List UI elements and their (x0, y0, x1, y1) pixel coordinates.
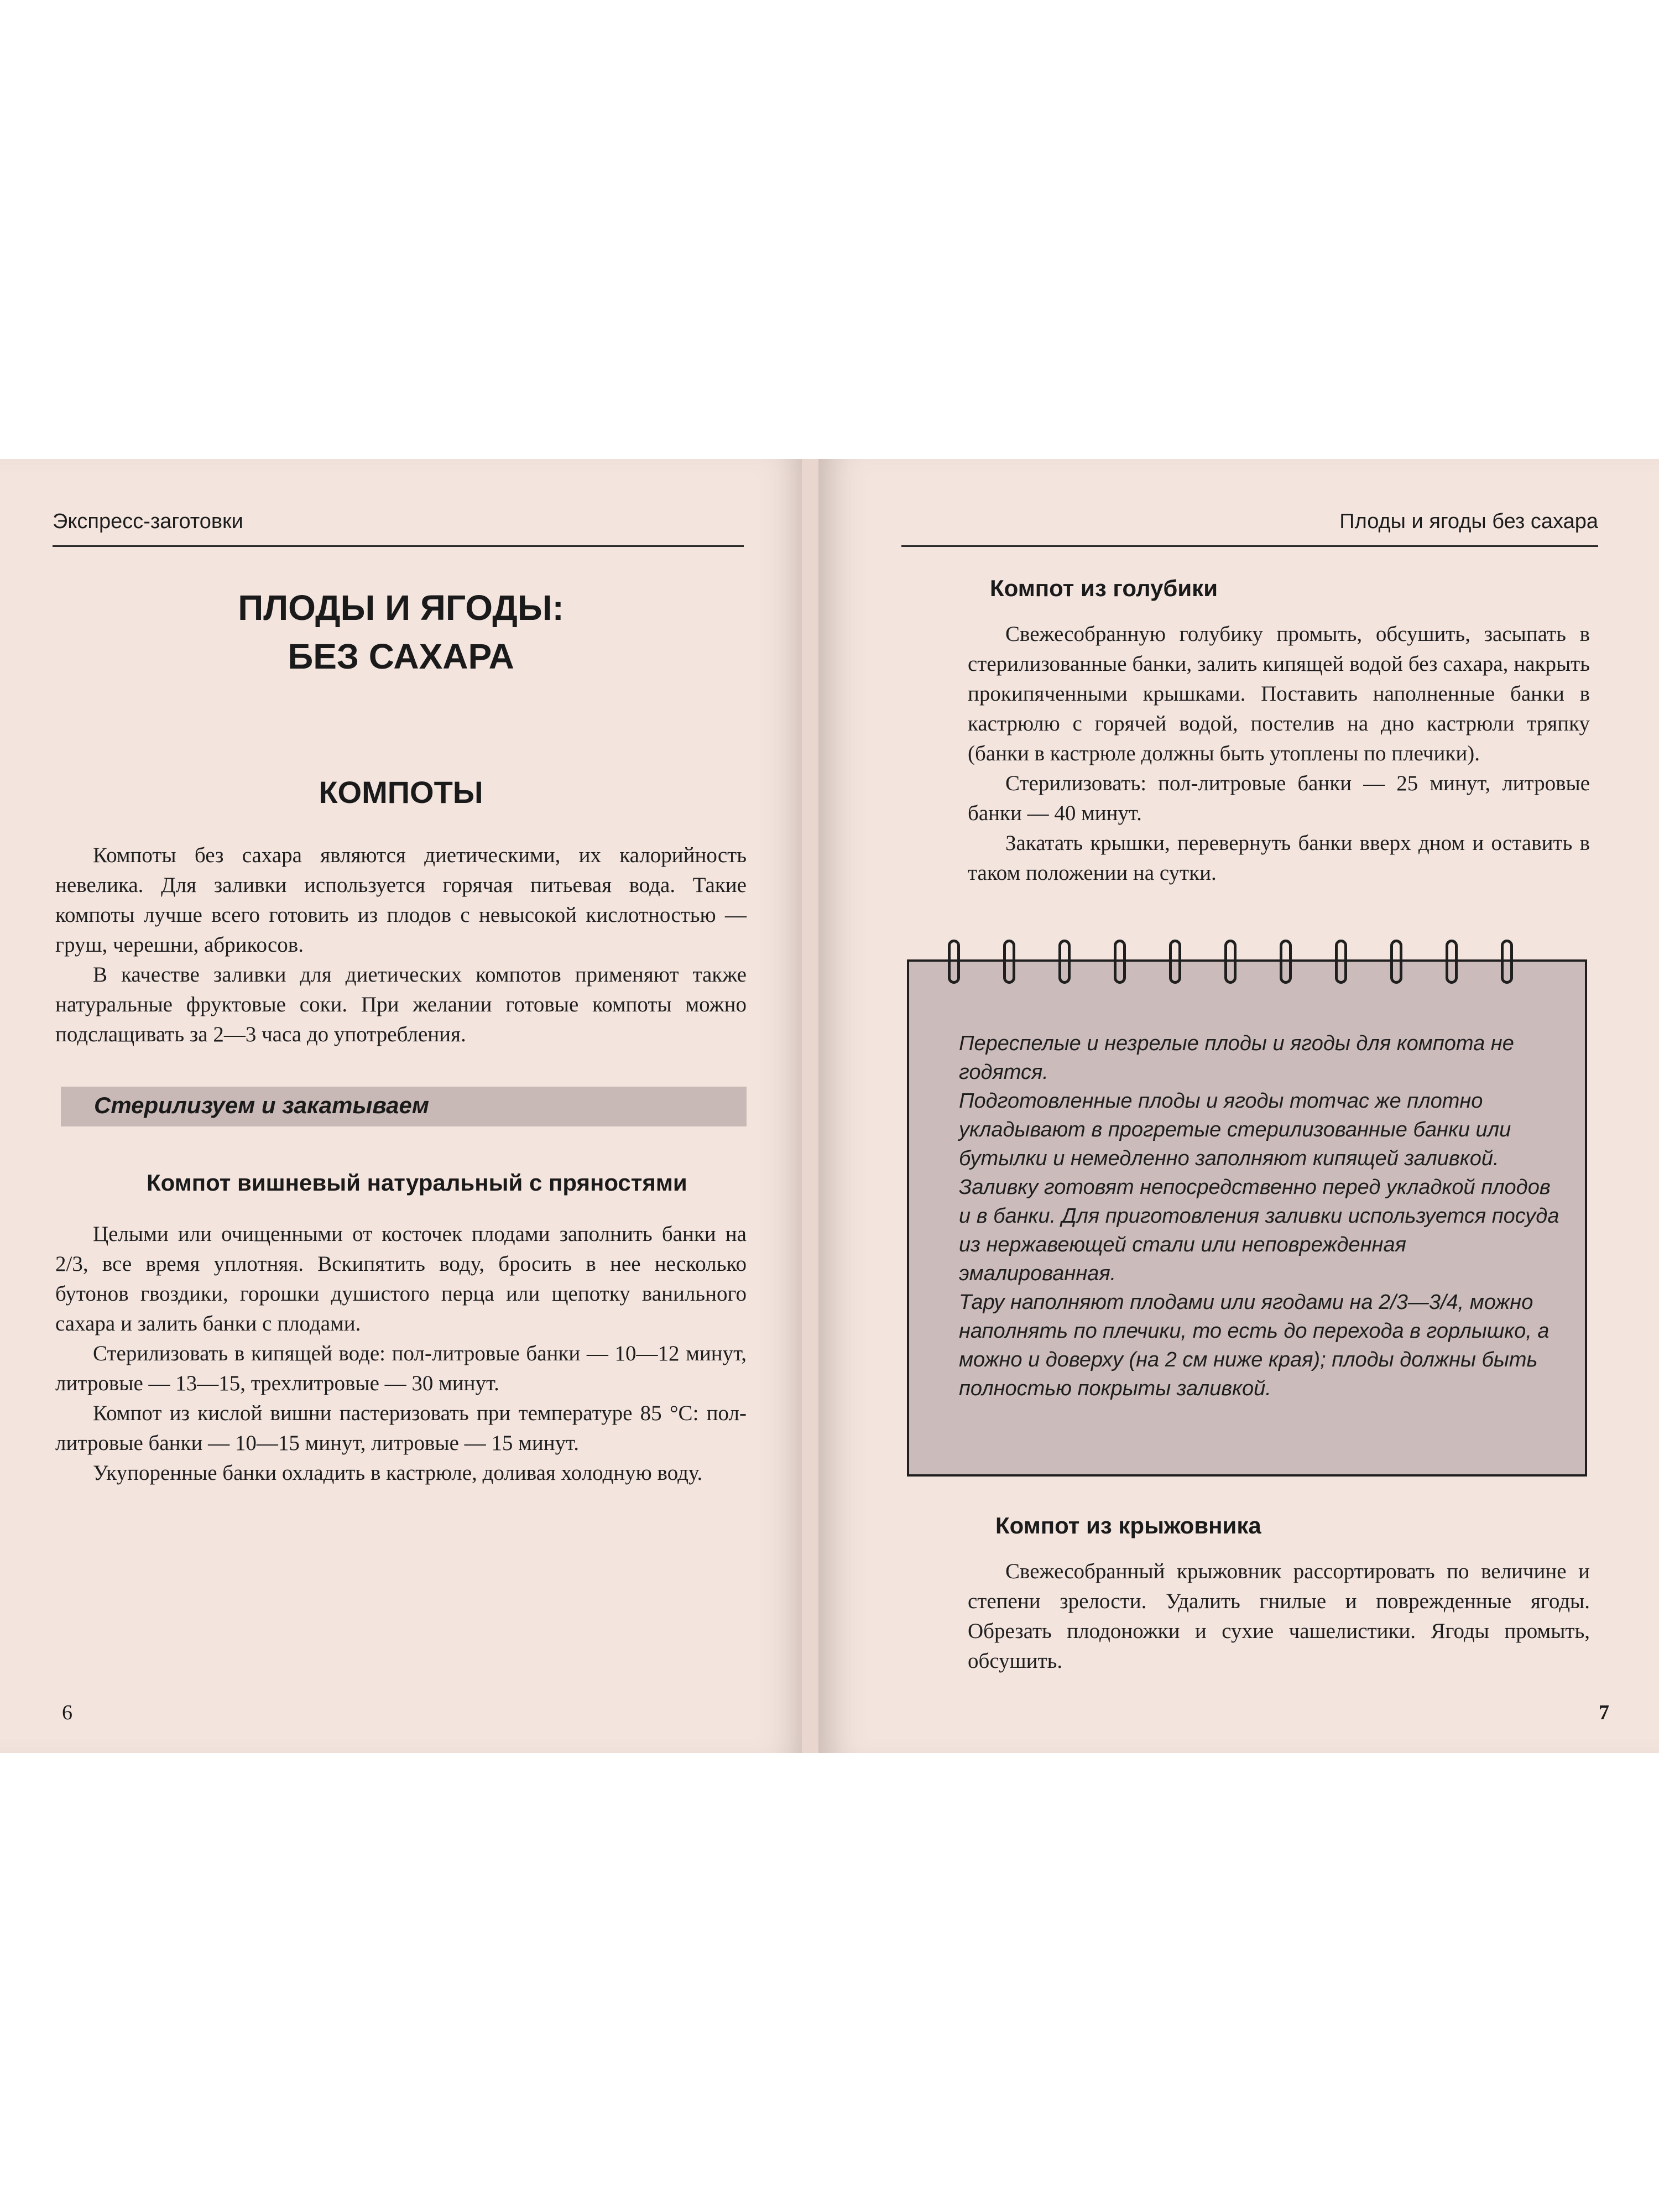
spiral-ring (1169, 940, 1181, 984)
subhead-label: Стерилизуем и закатываем (94, 1092, 429, 1118)
running-head-right: Плоды и ягоды без сахара (1339, 510, 1598, 533)
chapter-title (61, 583, 741, 681)
spiral-ring (1280, 940, 1292, 984)
spiral-ring (1224, 940, 1237, 984)
recipe-paragraph: Свежесобранную голубику промыть, обсушить, засыпать в стерилизованные банки, залить кипящей водой без сахара, накрыть прокипяченными крышками. Поставить наполненные банки в кастрюлю с горячей водой, постелив на дно кастрюли тряпку (банки в кастрюле должны быть утоплены по плечики). (968, 622, 1590, 765)
recipe-paragraph: Укупоренные банки охладить в кастрюле, доливая холодную воду. (93, 1461, 703, 1485)
recipe-text-gooseberry (968, 1557, 1590, 1676)
intro-paragraph: В качестве заливки для диетических компотов применяют также натуральные фруктовые соки. При желании готовые компоты можно подслащивать за 2—3 часа до употребления. (55, 963, 747, 1046)
spiral-ring (1501, 940, 1513, 984)
tips-text (959, 1029, 1562, 1403)
section-title: КОМПОТЫ (319, 775, 483, 810)
spiral-ring (1446, 940, 1458, 984)
recipe-text-cherry (55, 1219, 747, 1488)
intro-paragraph: Компоты без сахара являются диетическими, их калорийность невелика. Для заливки используется горячая питьевая вода. Такие компоты лучше всего готовить из плодов с невысокой кислотностью — груш, черешни, абрикосов. (55, 843, 747, 957)
recipe-paragraph: Стерилизовать: пол-литровые банки — 25 минут, литровые банки — 40 минут. (968, 771, 1590, 825)
recipe-title-gooseberry: Компот из крыжовника (995, 1512, 1261, 1538)
subhead-bar (61, 1087, 747, 1126)
right-page (818, 459, 1659, 1753)
intro-text (55, 841, 747, 1050)
tips-notebook (907, 959, 1587, 1477)
spiral-ring (1390, 940, 1402, 984)
page-number-right: 7 (1599, 1701, 1609, 1724)
spiral-ring (1335, 940, 1347, 984)
recipe-paragraph: Свежесобранный крыжовник рассортировать по величине и степени зрелости. Удалить гнилые и поврежденные ягоды. Обрезать плодоножки и сухие чашелистики. Ягоды промыть, обсушить. (968, 1559, 1590, 1673)
book-spread (0, 459, 1659, 1753)
chapter-title-line-1: ПЛОДЫ И ЯГОДЫ: (238, 588, 564, 628)
tip-line: Подготовленные плоды и ягоды тотчас же плотно укладывают в прогретые стерилизованные банки или бутылки и немедленно заполняют кипящей заливкой. (959, 1089, 1511, 1170)
recipe-title-cherry: Компот вишневый натуральный с пряностями (147, 1170, 687, 1196)
recipe-title-blueberry: Компот из голубики (990, 575, 1218, 601)
spiral-ring (948, 940, 960, 984)
spiral-ring (1114, 940, 1126, 984)
page-number-left: 6 (62, 1701, 72, 1724)
tip-line: Заливку готовят непосредственно перед укладкой плодов и в банки. Для приготовления заливки используется посуда из нержавеющей стали или неповрежденная эмалированная. (959, 1176, 1559, 1285)
recipe-paragraph: Закатать крышки, перевернуть банки вверх дном и оставить в таком положении на сутки. (968, 831, 1590, 885)
recipe-paragraph: Целыми или очищенными от косточек плодами заполнить банки на 2/3, все время уплотняя. Вскипятить воду, бросить в нее несколько бутонов гвоздики, горошки душистого перца или щепотку ванильного сахара и залить банки с плодами. (55, 1222, 747, 1335)
recipe-paragraph: Компот из кислой вишни пастеризовать при температуре 85 °С: пол-литровые банки — 10—15 минут, литровые — 15 минут. (55, 1401, 747, 1455)
header-rule-left (53, 545, 744, 547)
spiral-ring (1058, 940, 1071, 984)
spiral-ring (1003, 940, 1015, 984)
recipe-paragraph: Стерилизовать в кипящей воде: пол-литровые банки — 10—12 минут, литровые — 13—15, трехлитровые — 30 минут. (55, 1342, 747, 1395)
left-page (0, 459, 807, 1753)
tip-line: Переспелые и незрелые плоды и ягоды для компота не годятся. (959, 1032, 1514, 1084)
header-rule-right (901, 545, 1598, 547)
recipe-text-blueberry (968, 619, 1590, 888)
chapter-title-line-2: БЕЗ САХАРА (288, 637, 514, 676)
running-head-left: Экспресс-заготовки (53, 510, 243, 533)
tip-line: Тару наполняют плодами или ягодами на 2/3—3/4, можно наполнять по плечики, то есть до перехода в горлышко, а можно и доверху (на 2 см ниже края); плоды должны быть полностью покрыты заливкой. (959, 1291, 1550, 1400)
